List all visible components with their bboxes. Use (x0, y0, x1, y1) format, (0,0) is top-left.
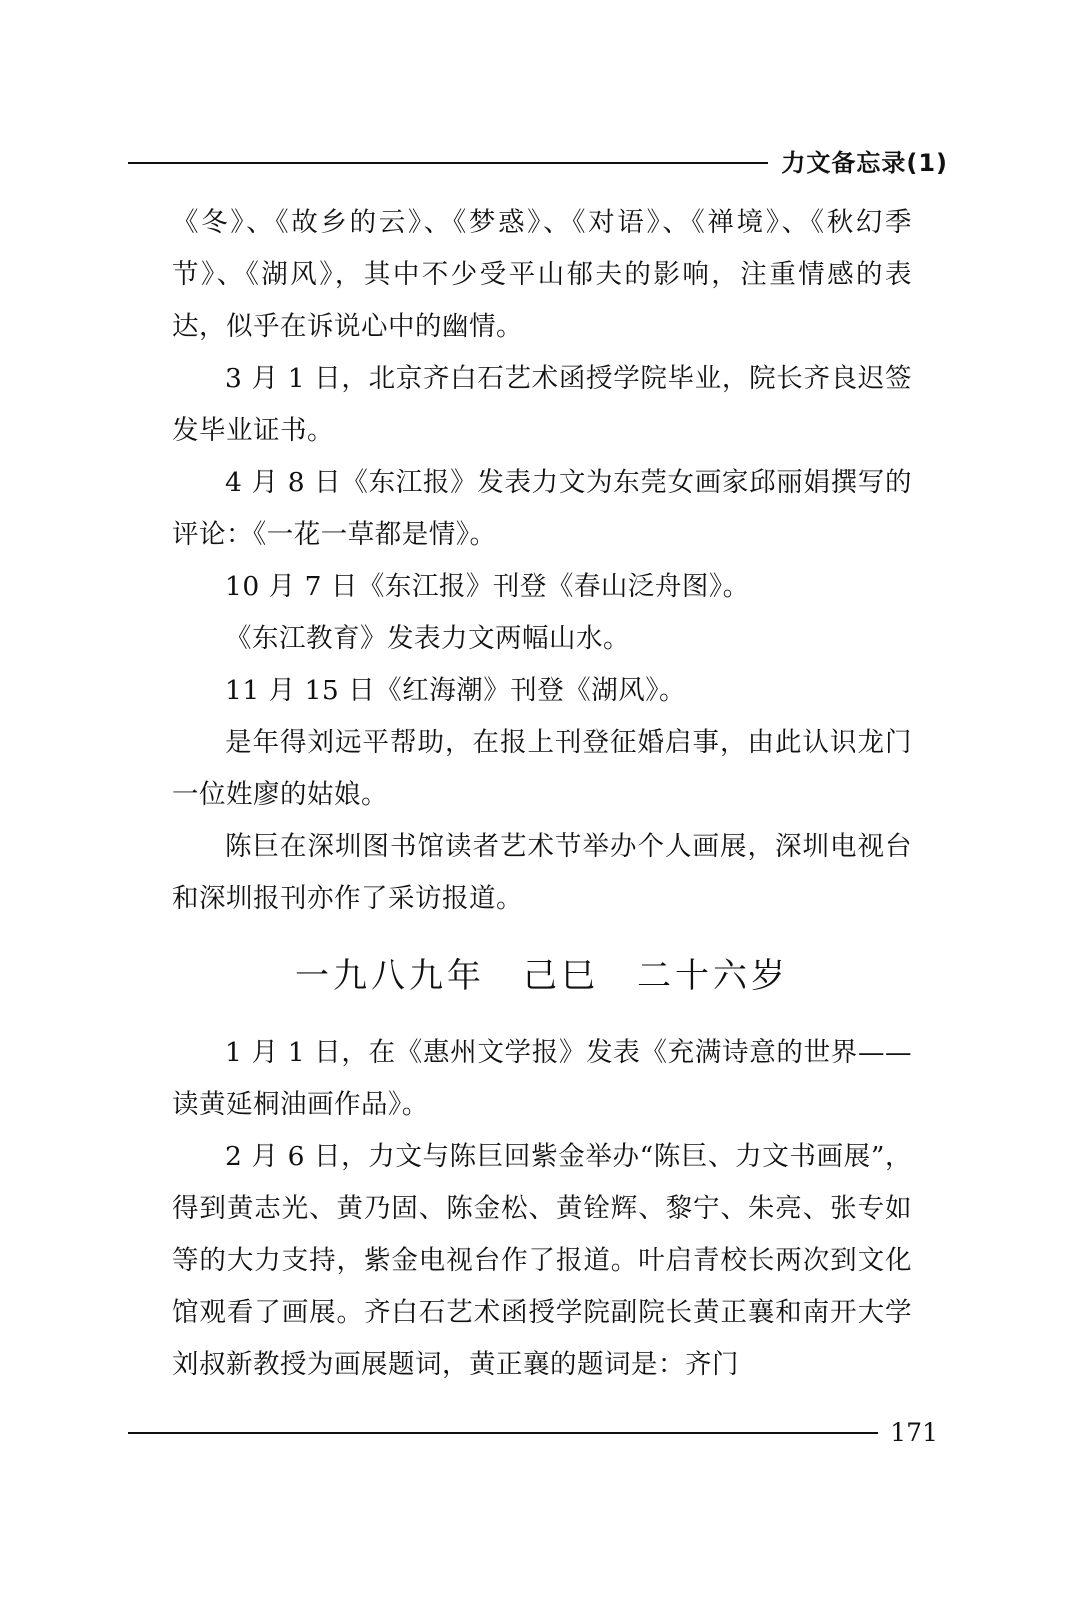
page-body (172, 197, 912, 1391)
paragraph: 是年得刘远平帮助，在报上刊登征婚启事，由此认识龙门一位姓廖的姑娘。 (172, 727, 912, 810)
running-header (128, 146, 948, 180)
paragraph: 《冬》、《故乡的云》、《梦惑》、《对语》、《禅境》、《秋幻季节》、《湖风》，其中不少受平山郁夫的影响，注重情感的表达，似乎在诉说心中的幽情。 (172, 207, 912, 342)
paragraph: 陈巨在深圳图书馆读者艺术节举办个人画展，深圳电视台和深圳报刊亦作了采访报道。 (172, 831, 912, 914)
paragraph: 4 月 8 日《东江报》发表力文为东莞女画家邱丽娟撰写的评论：《一花一草都是情》。 (172, 467, 912, 550)
footer-rule (128, 1432, 878, 1434)
header-rule (128, 162, 768, 164)
paragraph: 2 月 6 日，力文与陈巨回紫金举办“陈巨、力文书画展”，得到黄志光、黄乃固、陈金松、黄铨辉、黎宁、朱亮、张专如等的大力支持，紫金电视台作了报道。叶启青校长两次到文化馆观看了画展。齐白石艺术函授学院副院长黄正襄和南开大学刘叔新教授为画展题词，黄正襄的题词是：齐门 (172, 1141, 912, 1380)
page-number: 171 (890, 1418, 938, 1447)
paragraph: 《东江教育》发表力文两幅山水。 (225, 623, 630, 654)
page-footer (128, 1418, 948, 1458)
paragraph: 3 月 1 日，北京齐白石艺术函授学院毕业，院长齐良迟签发毕业证书。 (172, 363, 912, 446)
paragraph: 10 月 7 日《东江报》刊登《春山泛舟图》。 (225, 571, 750, 602)
paragraph: 11 月 15 日《红海潮》刊登《湖风》。 (225, 675, 686, 706)
running-title: 力文备忘录(1) (781, 149, 948, 177)
year-heading: 一九八九年 己巳 二十六岁 (295, 956, 789, 996)
paragraph: 1 月 1 日，在《惠州文学报》发表《充满诗意的世界——读黄延桐油画作品》。 (172, 1037, 912, 1120)
